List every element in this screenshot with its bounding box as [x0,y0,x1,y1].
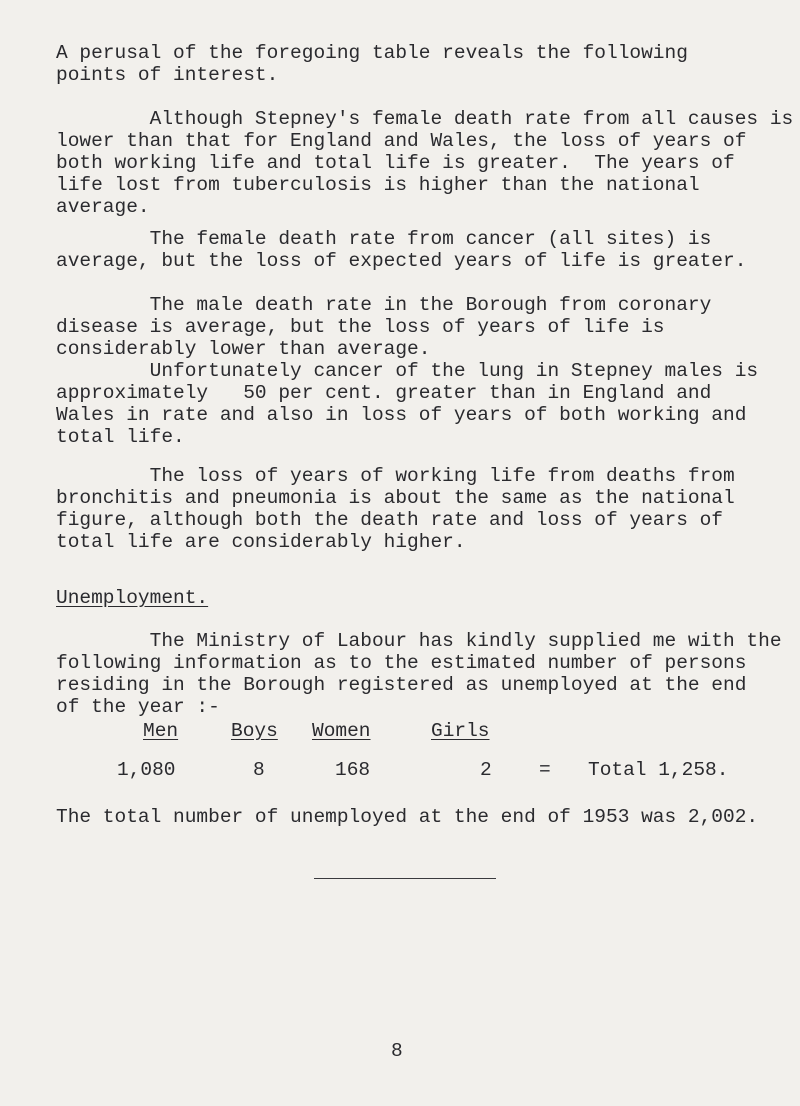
lung-cancer-paragraph: Unfortunately cancer of the lung in Stepney males is approximately 50 per cent. greater than in England and Wales in rate and also in loss of years of both working and total life. [56,360,759,448]
men-value: 1,080 [117,759,176,781]
total-value: Total 1,258. [588,759,729,781]
women-column-header: Women [312,720,371,742]
unemployment-intro-paragraph: The Ministry of Labour has kindly supplied me with the following information as to the estimated number of persons residing in the Borough registered as unemployed at the end of the year :- [56,630,782,718]
girls-column-header: Girls [431,720,490,742]
bronchitis-paragraph: The loss of years of working life from deaths from bronchitis and pneumonia is about the same as the national figure, although both the death rate and loss of years of total life are considerably higher. [56,465,735,553]
boys-value: 8 [253,759,265,781]
female-cancer-paragraph: The female death rate from cancer (all sites) is average, but the loss of expected years of life is greater. [56,228,747,272]
total-unemployed-note: The total number of unemployed at the end of 1953 was 2,002. [56,806,759,828]
section-divider [314,878,496,879]
unemployment-heading: Unemployment. [56,587,209,609]
equals-sign: = [539,759,551,781]
page-number: 8 [391,1040,403,1062]
women-value: 168 [335,759,371,781]
men-column-header: Men [143,720,179,742]
girls-value: 2 [480,759,492,781]
intro-paragraph: A perusal of the foregoing table reveals the following points of interest. [56,42,688,86]
female-death-rate-paragraph: Although Stepney's female death rate from all causes is lower than that for England and Wales, the loss of years of both working life and total life is greater. The years of life lost from tuberculosis is higher than the national average. [56,108,794,218]
male-coronary-paragraph: The male death rate in the Borough from coronary disease is average, but the loss of years of life is considerably lower than average. [56,294,712,360]
boys-column-header: Boys [231,720,278,742]
